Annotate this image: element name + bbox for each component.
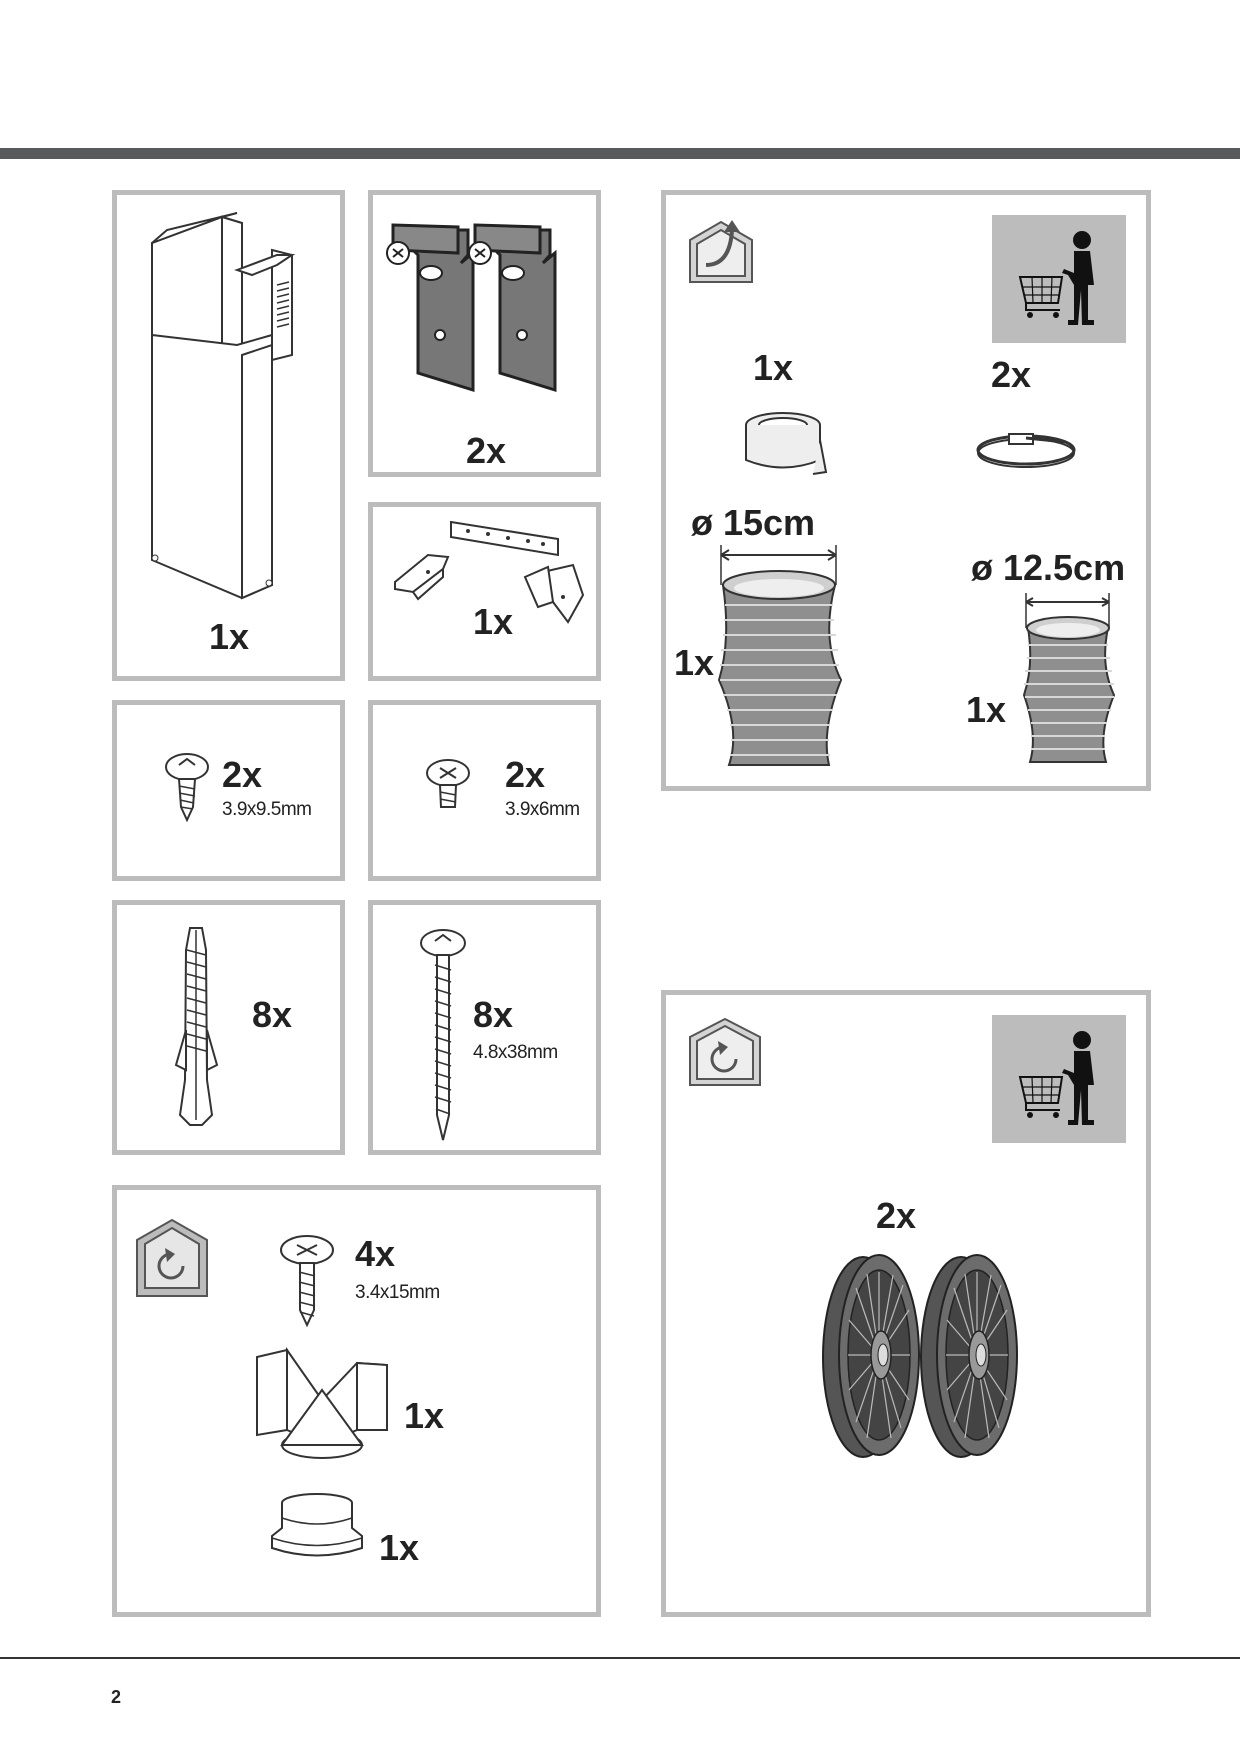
long-screws-qty: 8x bbox=[473, 994, 514, 1035]
hose-large-diameter: ø 15cm bbox=[691, 502, 816, 543]
part-box-wall-plugs bbox=[112, 900, 345, 1155]
carbon-filter-illustration bbox=[801, 1250, 1041, 1470]
part-box-brackets bbox=[368, 190, 601, 477]
tape-illustration bbox=[741, 410, 841, 490]
recirc-screws-qty: 4x bbox=[355, 1233, 396, 1274]
tape-qty: 1x bbox=[753, 347, 794, 388]
part-box-support-bar bbox=[368, 502, 601, 681]
filter-kit-box bbox=[661, 990, 1151, 1617]
recirculation-house-icon bbox=[688, 1017, 768, 1087]
screw-b-qty: 2x bbox=[505, 754, 546, 795]
hose-small-diameter: ø 12.5cm bbox=[971, 547, 1126, 588]
screw-c-illustration bbox=[277, 1230, 347, 1330]
deflector-qty: 1x bbox=[404, 1395, 445, 1436]
hose-small-illustration bbox=[1016, 590, 1126, 790]
support-bar-qty: 1x bbox=[473, 601, 514, 642]
part-box-chimney bbox=[112, 190, 345, 681]
screw-b-illustration bbox=[418, 755, 488, 835]
part-box-screw-b bbox=[368, 700, 601, 881]
chimney-illustration bbox=[117, 195, 350, 686]
long-screws-size: 4.8x38mm bbox=[473, 1042, 558, 1063]
recirculation-house-icon bbox=[135, 1218, 215, 1298]
bottom-rule bbox=[0, 1657, 1240, 1659]
part-box-long-screws bbox=[368, 900, 601, 1155]
extraction-house-icon bbox=[688, 220, 758, 290]
brackets-qty: 2x bbox=[466, 430, 507, 471]
hose-large-qty: 1x bbox=[674, 642, 715, 683]
long-screw-illustration bbox=[413, 925, 473, 1155]
shopping-cart-icon bbox=[992, 1015, 1126, 1143]
filters-qty: 2x bbox=[876, 1195, 917, 1236]
ducting-kit-box bbox=[661, 190, 1151, 791]
screw-a-qty: 2x bbox=[222, 754, 263, 795]
screw-b-size: 3.9x6mm bbox=[505, 799, 580, 820]
wall-plugs-qty: 8x bbox=[252, 994, 293, 1035]
part-box-recirc-kit bbox=[112, 1185, 601, 1617]
part-box-screw-a bbox=[112, 700, 345, 881]
page-number: 2 bbox=[111, 1687, 122, 1707]
wall-plug-illustration bbox=[162, 920, 232, 1150]
shopping-cart-icon bbox=[992, 215, 1126, 343]
clamp-illustration bbox=[971, 420, 1091, 480]
deflector-illustration bbox=[247, 1345, 407, 1465]
adapter-ring-qty: 1x bbox=[379, 1527, 420, 1568]
screw-a-size: 3.9x9.5mm bbox=[222, 799, 312, 820]
hose-large-illustration bbox=[711, 540, 851, 780]
clamps-qty: 2x bbox=[991, 354, 1032, 395]
recirc-screws-size: 3.4x15mm bbox=[355, 1282, 440, 1303]
support-bar-illustration bbox=[373, 507, 606, 686]
adapter-ring-illustration bbox=[267, 1488, 377, 1568]
hose-small-qty: 1x bbox=[966, 689, 1007, 730]
top-rule bbox=[0, 148, 1240, 159]
chimney-qty: 1x bbox=[209, 616, 250, 657]
screw-a-illustration bbox=[157, 745, 227, 835]
